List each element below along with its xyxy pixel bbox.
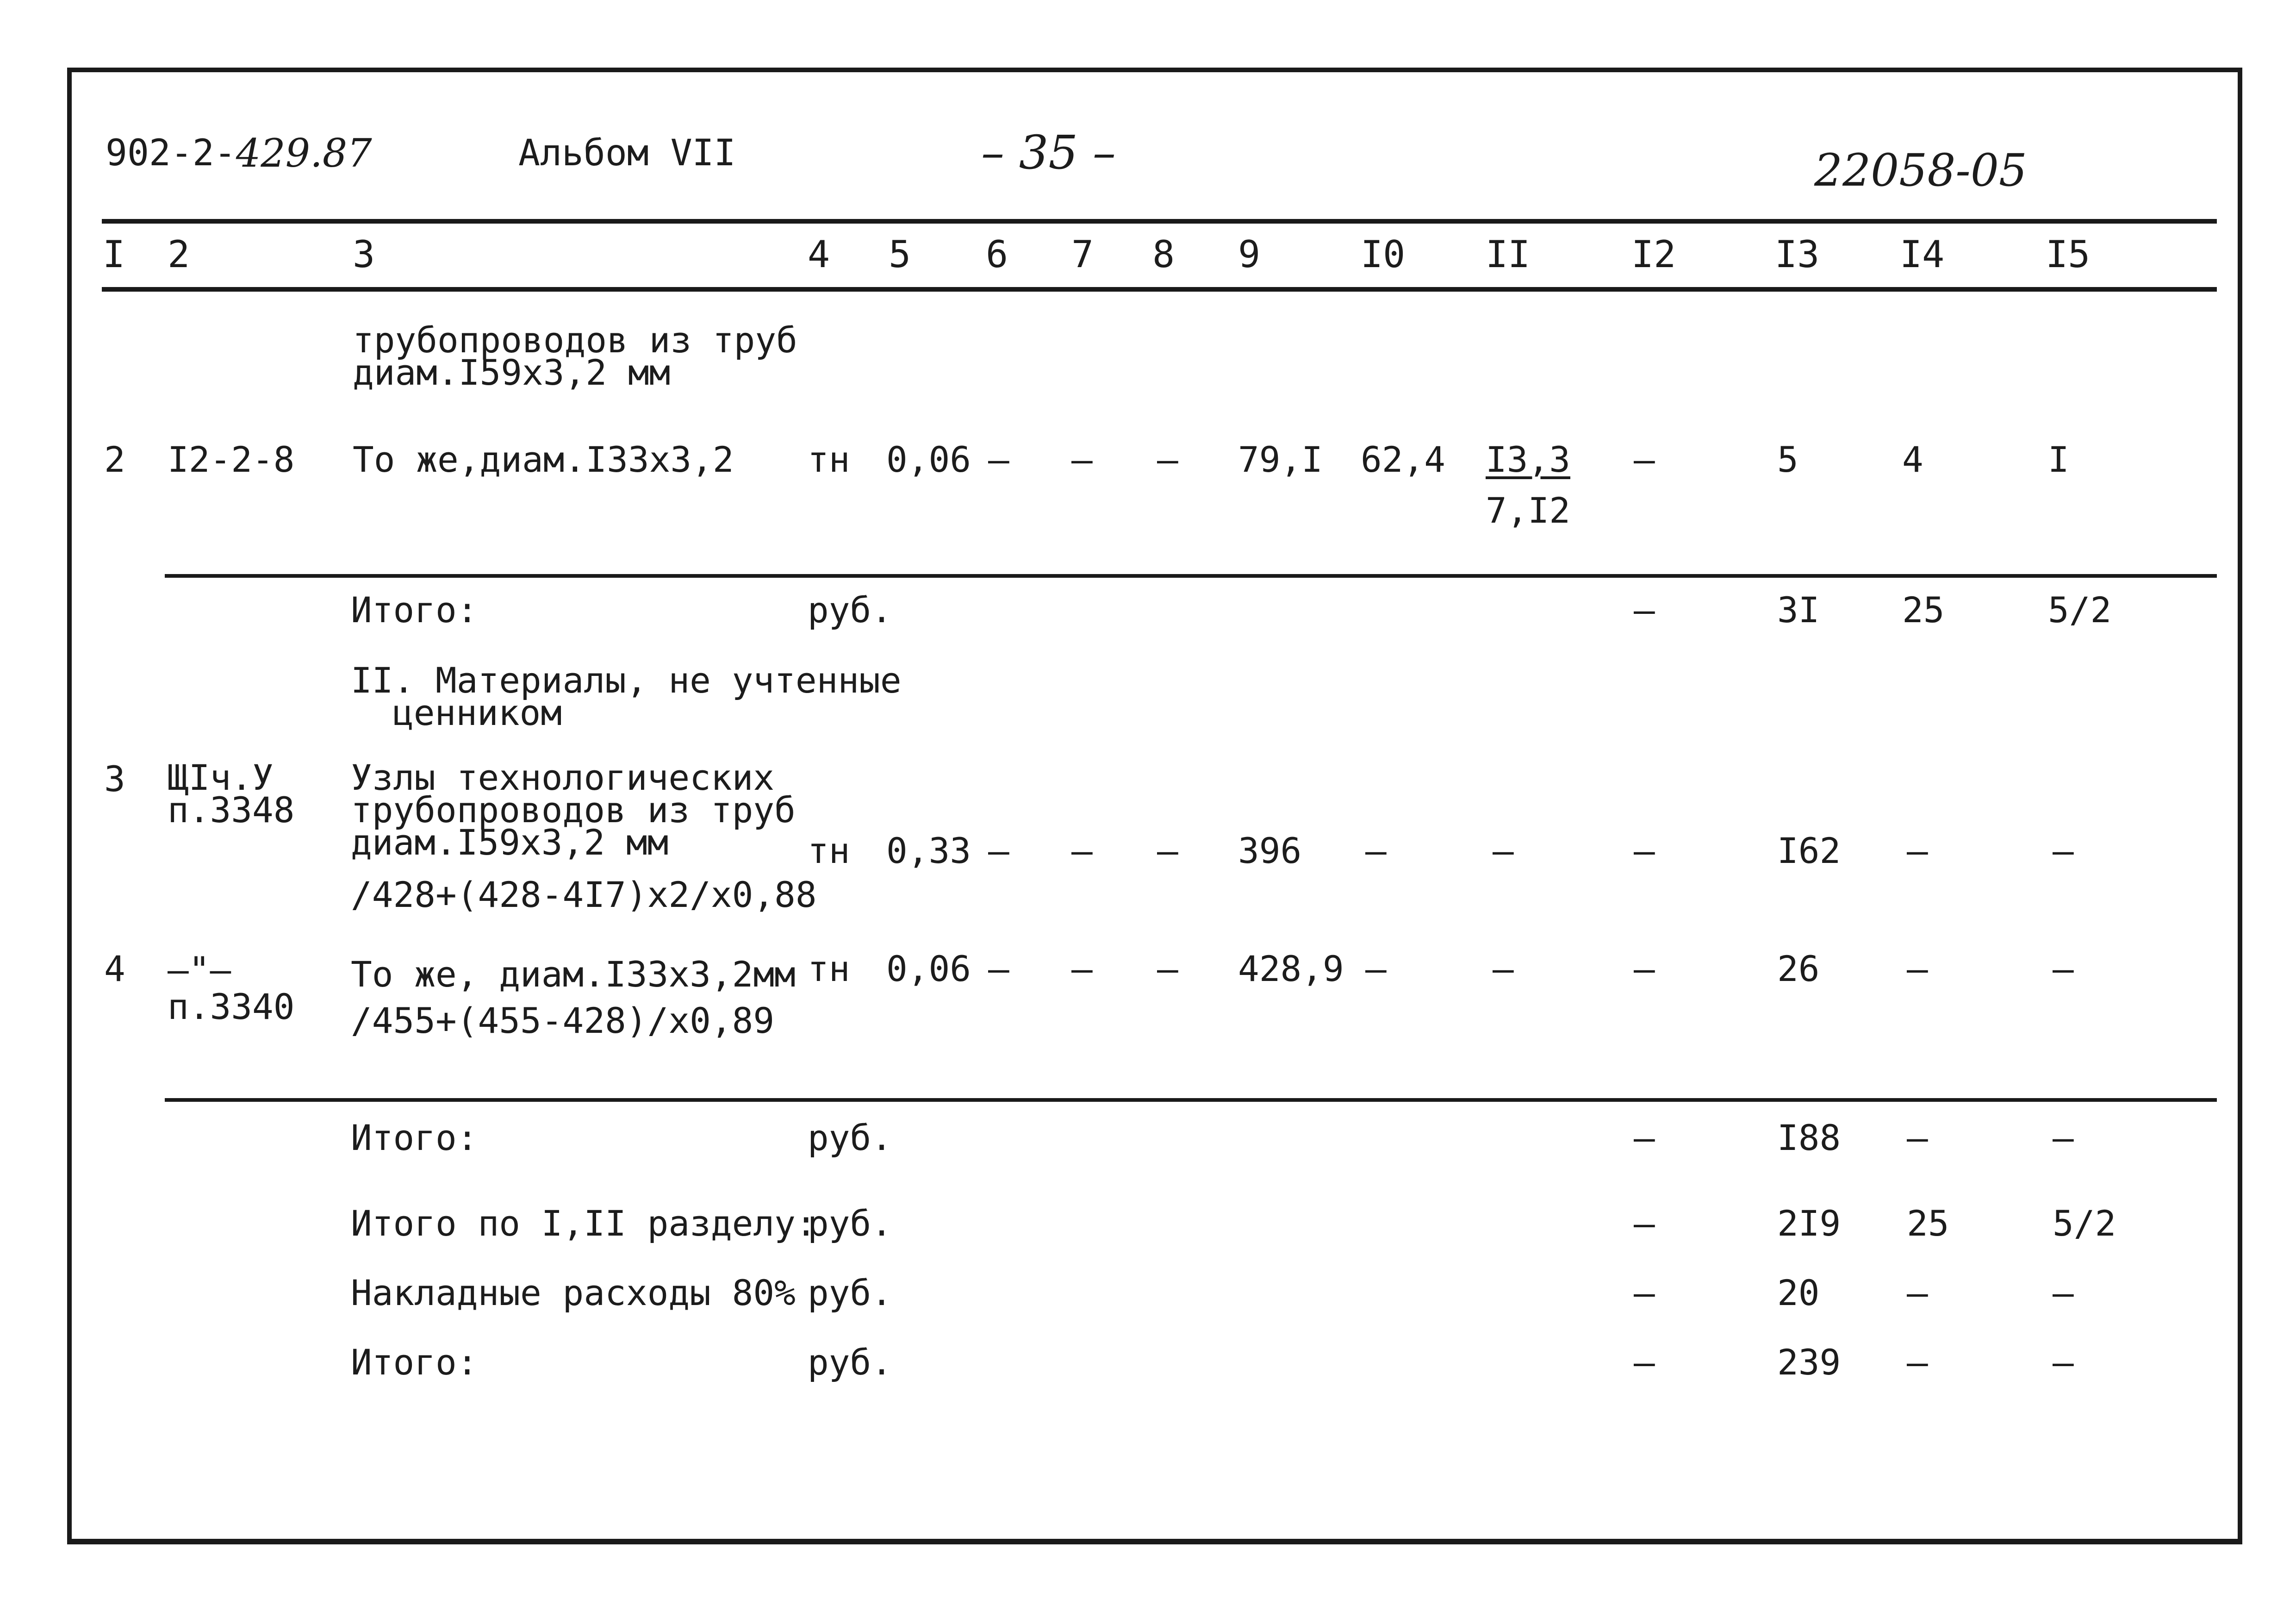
row3-col15: – <box>2053 830 2074 871</box>
header-rule-top <box>102 219 2217 224</box>
total1-unit: руб. <box>808 589 893 631</box>
total3-col12: – <box>1634 1203 1655 1244</box>
row4-quantity: 0,06 <box>886 948 971 989</box>
row3-number: 3 <box>104 758 125 800</box>
row4-col14: – <box>1907 948 1928 989</box>
row4-col9: 428,9 <box>1238 948 1344 989</box>
row1-col10: 62,4 <box>1361 439 1446 480</box>
row1-col11-top: I3,3 <box>1486 439 1571 480</box>
col-header-12: I2 <box>1631 233 1676 276</box>
row3-col12: – <box>1634 830 1655 871</box>
overhead-label: Накладные расходы 80% <box>351 1272 796 1313</box>
row1-quantity: 0,06 <box>886 439 971 480</box>
row3-col13: I62 <box>1777 830 1841 871</box>
total5-unit: руб. <box>808 1342 893 1383</box>
col-header-3: 3 <box>353 233 375 276</box>
total1-label: Итого: <box>351 589 478 631</box>
row1-col7: – <box>1071 439 1093 480</box>
order-number: 22058-05 <box>1814 144 2027 196</box>
row3-col7: – <box>1071 830 1093 871</box>
row4-col13: 26 <box>1777 948 1820 989</box>
row3-col9: 396 <box>1238 830 1302 871</box>
row4-col10: – <box>1365 948 1387 989</box>
total2-label: Итого: <box>351 1117 478 1158</box>
row3-code: ЩIч.У п.3348 <box>168 757 295 831</box>
total2-unit: руб. <box>808 1117 893 1158</box>
subtotal-rule-2 <box>165 1098 2217 1102</box>
row3-col10: – <box>1365 830 1387 871</box>
col-header-5: 5 <box>889 233 911 276</box>
col-header-9: 9 <box>1238 233 1261 276</box>
overhead-col15: – <box>2053 1272 2074 1313</box>
total2-col12: – <box>1634 1117 1655 1158</box>
subtotal-rule-1 <box>165 574 2217 578</box>
row1-description: То же,диам.I33х3,2 <box>353 439 734 480</box>
col-header-14: I4 <box>1900 233 1945 276</box>
total5-label: Итого: <box>351 1342 478 1383</box>
row4-col15: – <box>2053 948 2074 989</box>
row1-code: I2-2-8 <box>168 439 295 480</box>
row4-col12: – <box>1634 948 1655 989</box>
page-number: – 35 – <box>981 125 1116 180</box>
overhead-col13: 20 <box>1777 1272 1820 1313</box>
row3-col11: – <box>1493 830 1514 871</box>
overhead-unit: руб. <box>808 1272 893 1313</box>
row1-col12: – <box>1634 439 1655 480</box>
col-header-1: I <box>103 233 125 276</box>
row1-col6: – <box>988 439 1009 480</box>
total5-col14: – <box>1907 1342 1928 1383</box>
row1-number: 2 <box>104 439 125 480</box>
row0-desc: трубопроводов из труб диам.I59х3,2 мм <box>353 319 797 393</box>
section2-heading: II. Материалы, не учтенные ценником <box>351 660 902 733</box>
total2-col13: I88 <box>1777 1117 1841 1158</box>
total5-col12: – <box>1634 1342 1655 1383</box>
row4-col7: – <box>1071 948 1093 989</box>
row1-col9: 79,I <box>1238 439 1323 480</box>
col-header-7: 7 <box>1071 233 1094 276</box>
total3-col13: 2I9 <box>1777 1203 1841 1244</box>
total3-label: Итого по I,II разделу: <box>351 1203 817 1244</box>
overhead-col12: – <box>1634 1272 1655 1313</box>
row3-formula: /428+(428-4I7)х2/х0,88 <box>351 874 817 915</box>
col-header-10: I0 <box>1361 233 1406 276</box>
total5-col15: – <box>2053 1342 2074 1383</box>
col-header-2: 2 <box>168 233 190 276</box>
row4-description: То же, диам.I33х3,2мм /455+(455-428)/х0,89 <box>351 954 796 1041</box>
total2-col14: – <box>1907 1117 1928 1158</box>
col-header-4: 4 <box>808 233 830 276</box>
total5-col13: 239 <box>1777 1342 1841 1383</box>
row1-col11-bottom: 7,I2 <box>1486 490 1571 531</box>
row4-code: –"– п.3340 <box>168 949 295 1027</box>
col-header-15: I5 <box>2046 233 2091 276</box>
row1-col14: 4 <box>1902 439 1923 480</box>
row3-unit: тн <box>808 830 850 871</box>
row4-col6: – <box>988 948 1009 989</box>
row3-col8: – <box>1157 830 1178 871</box>
total3-unit: руб. <box>808 1203 893 1244</box>
col-header-13: I3 <box>1775 233 1820 276</box>
total1-col14: 25 <box>1902 589 1945 631</box>
row1-col8: – <box>1157 439 1178 480</box>
row1-unit: тн <box>808 439 850 480</box>
total1-col15: 5/2 <box>2048 589 2112 631</box>
total1-col12: – <box>1634 589 1655 631</box>
row3-col14: – <box>1907 830 1928 871</box>
total2-col15: – <box>2053 1117 2074 1158</box>
row4-number: 4 <box>104 948 125 989</box>
row3-col6: – <box>988 830 1009 871</box>
total3-col14: 25 <box>1907 1203 1949 1244</box>
row4-unit: тн <box>808 948 850 989</box>
col-header-11: II <box>1486 233 1531 276</box>
document-code: 902-2- 429.87 <box>106 131 372 176</box>
row1-col13: 5 <box>1777 439 1798 480</box>
row1-col15: I <box>2048 439 2069 480</box>
overhead-col14: – <box>1907 1272 1928 1313</box>
col-header-8: 8 <box>1152 233 1175 276</box>
header-rule-bottom <box>102 287 2217 292</box>
total3-col15: 5/2 <box>2053 1203 2116 1244</box>
row3-quantity: 0,33 <box>886 830 971 871</box>
col-header-6: 6 <box>986 233 1008 276</box>
row4-col11: – <box>1493 948 1514 989</box>
row4-col8: – <box>1157 948 1178 989</box>
total1-col13: 3I <box>1777 589 1820 631</box>
row3-description: Узлы технологических трубопроводов из труб диам.I59х3,2 мм <box>351 757 796 863</box>
album-label: Альбом VII <box>518 132 736 174</box>
